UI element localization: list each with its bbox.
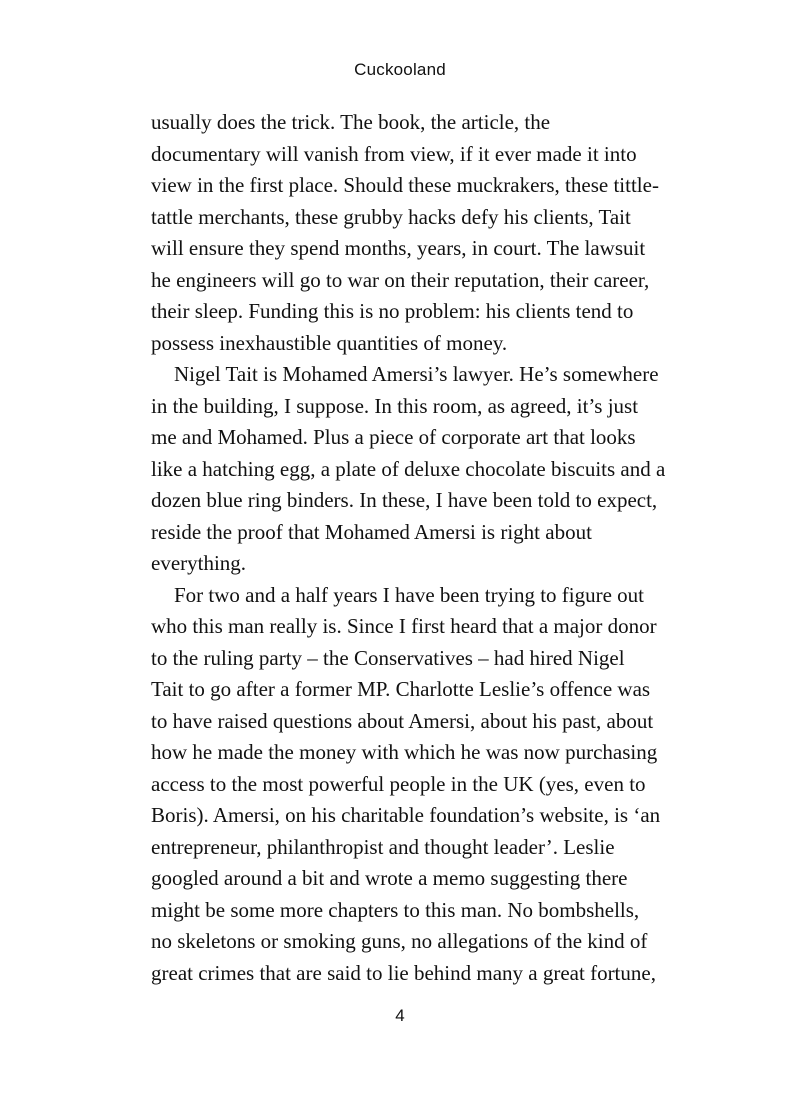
text-line: me and Mohamed. Plus a piece of corporate art that looks: [151, 425, 636, 449]
text-line: access to the most powerful people in the UK (yes, even to: [151, 771, 646, 796]
text-line: will ensure they spend months, years, in court. The lawsuit: [151, 236, 646, 260]
running-title: Cuckooland: [354, 60, 446, 79]
text-line: entrepreneur, philanthropist and thought leader’. Leslie: [151, 834, 615, 859]
text-line: to the ruling party – the Conservatives – had hired Nigel: [151, 645, 625, 670]
text-line: possess inexhaustible quantities of money.: [151, 330, 508, 355]
text-line: to have raised questions about Amersi, about his past, about: [151, 708, 654, 733]
paragraph-2: [151, 359, 666, 580]
text-line: view in the first place. Should these muckrakers, these tittle-: [151, 173, 659, 197]
text-line: how he made the money with which he was now purchasing: [151, 740, 658, 764]
text-line: Tait to go after a former MP. Charlotte Leslie’s offence was: [151, 677, 651, 701]
page-number: 4: [395, 1006, 405, 1025]
text-line: googled around a bit and wrote a memo suggesting there: [151, 866, 628, 890]
text-line: who this man really is. Since I first heard that a major donor: [151, 614, 657, 638]
text-line: documentary will vanish from view, if it ever made it into: [151, 141, 637, 166]
paragraph-3: [151, 580, 661, 990]
text-line: he engineers will go to war on their reputation, their career,: [151, 267, 650, 292]
text-line: tattle merchants, these grubby hacks defy his clients, Tait: [151, 204, 631, 229]
text-line: For two and a half years I have been trying to figure out: [174, 582, 645, 607]
text-line: everything.: [151, 551, 247, 575]
text-line: usually does the trick. The book, the article, the: [151, 110, 551, 134]
text-line: might be some more chapters to this man. No bombshells,: [151, 897, 640, 922]
text-line: Nigel Tait is Mohamed Amersi’s lawyer. He’s somewhere: [174, 362, 659, 386]
body-text: [151, 107, 666, 989]
text-line: like a hatching egg, a plate of deluxe chocolate biscuits and a: [151, 456, 666, 481]
text-line: in the building, I suppose. In this room, as agreed, it’s just: [151, 393, 639, 418]
text-line: dozen blue ring binders. In these, I have been told to expect,: [151, 488, 658, 512]
text-line: Boris). Amersi, on his charitable foundation’s website, is ‘an: [151, 803, 661, 827]
text-line: no skeletons or smoking guns, no allegations of the kind of: [151, 929, 648, 953]
paragraph-1: [151, 107, 661, 359]
text-line: great crimes that are said to lie behind many a great fortune,: [151, 960, 656, 985]
text-line: reside the proof that Mohamed Amersi is right about: [151, 519, 592, 544]
text-line: their sleep. Funding this is no problem: his clients tend to: [151, 299, 634, 323]
